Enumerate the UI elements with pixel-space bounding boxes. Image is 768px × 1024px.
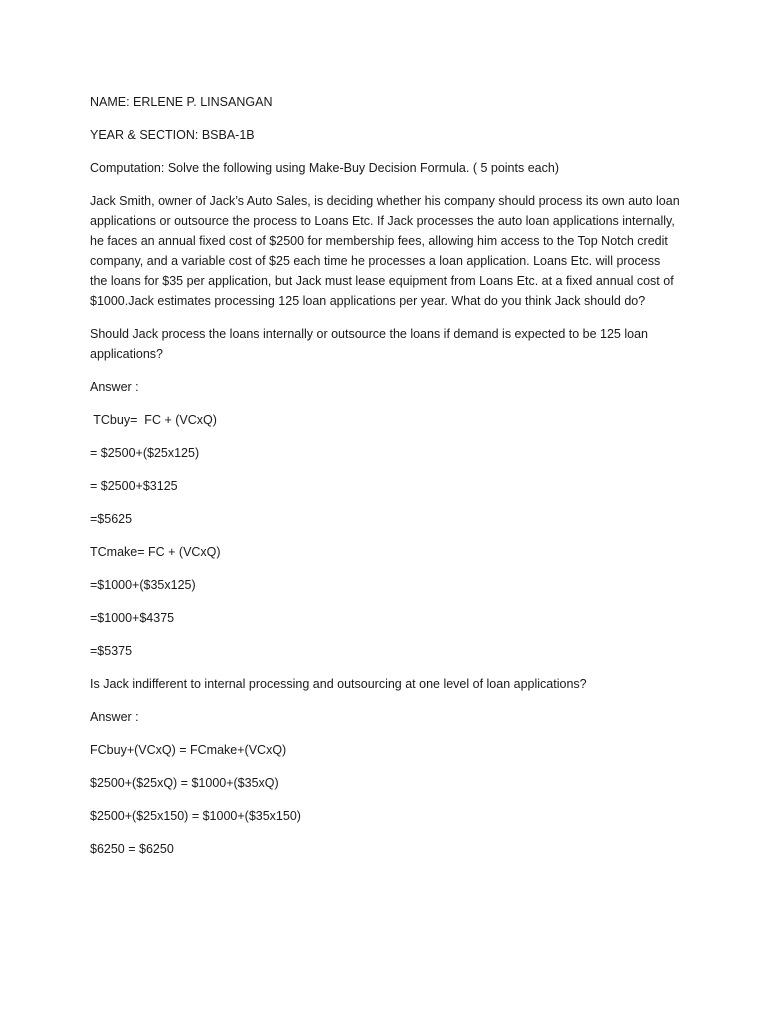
computation-line: TCbuy= FC + (VCxQ)	[90, 413, 217, 427]
computation-line: =$1000+($35x125)	[90, 578, 196, 592]
computation-line: =$5375	[90, 644, 133, 658]
question-2: Is Jack indifferent to internal processing and outsourcing at one level of loan applications?	[90, 677, 587, 691]
student-name: NAME: ERLENE P. LINSANGAN	[90, 95, 273, 109]
document-page	[90, 92, 680, 872]
computation-line: TCmake= FC + (VCxQ)	[90, 545, 221, 559]
computation-line: $2500+($25xQ) = $1000+($35xQ)	[90, 776, 279, 790]
computation-line: =$5625	[90, 512, 133, 526]
computation-line: =$1000+$4375	[90, 611, 175, 625]
answer-label-2: Answer :	[90, 710, 139, 724]
computation-line: = $2500+$3125	[90, 479, 178, 493]
problem-statement: Jack Smith, owner of Jack’s Auto Sales, is deciding whether his company should process its own auto loan applications or outsource the process to Loans Etc. If Jack processes the auto loan applications internally, he faces an annual fixed cost of $2500 for membership fees, allowing him access to the Top Notch credit company, and a variable cost of $25 each time he processes a loan application. Loans Etc. will process the loans for $35 per application, but Jack must lease equipment from Loans Etc. at a fixed annual cost of $1000.Jack estimates processing 125 loan applications per year. What do you think Jack should do?	[90, 194, 680, 308]
computation-line: $6250 = $6250	[90, 842, 174, 856]
computation-line: $2500+($25x150) = $1000+($35x150)	[90, 809, 301, 823]
question-1: Should Jack process the loans internally or outsource the loans if demand is expected to be 125 loan applications?	[90, 327, 648, 361]
computation-line: FCbuy+(VCxQ) = FCmake+(VCxQ)	[90, 743, 287, 757]
computation-line: = $2500+($25x125)	[90, 446, 200, 460]
answer-label-1: Answer :	[90, 380, 139, 394]
instructions: Computation: Solve the following using Make-Buy Decision Formula. ( 5 points each)	[90, 161, 559, 175]
year-section: YEAR & SECTION: BSBA-1B	[90, 128, 255, 142]
